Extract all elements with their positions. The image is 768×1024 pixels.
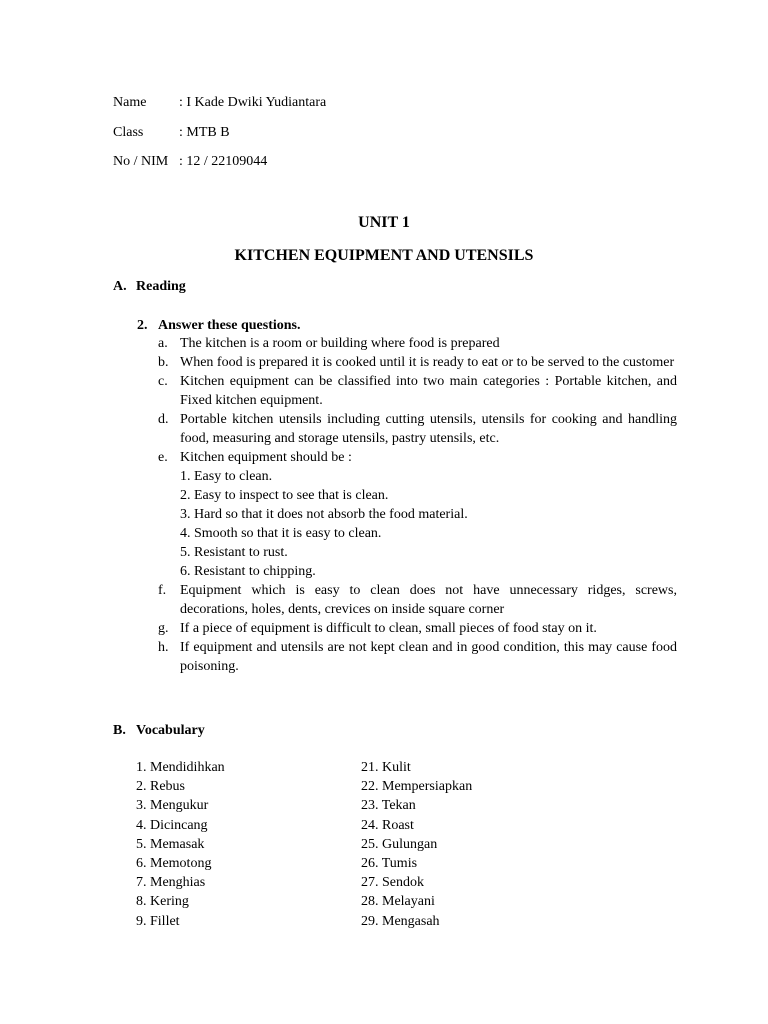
topic-title: KITCHEN EQUIPMENT AND UTENSILS — [234, 247, 534, 264]
class-value: : MTB B — [179, 124, 230, 140]
name-row — [113, 93, 326, 123]
name-value: : I Kade Dwiki Yudiantara — [179, 95, 327, 110]
vocab-item: 1. Mendidihkan — [136, 760, 225, 775]
answer-text: If equipment and utensils are not kept clean and in good condition, this may cause food poisoning. — [180, 640, 677, 674]
answer-item — [158, 448, 677, 467]
answer-letter: f. — [158, 583, 167, 598]
vocab-item: 3. Mengukur — [136, 798, 209, 814]
student-info — [113, 93, 326, 182]
answer-letter: a. — [158, 336, 168, 351]
vocab-item: 5. Memasak — [136, 836, 205, 852]
vocab-item: 21. Kulit — [361, 760, 411, 775]
answer-letter: g. — [158, 621, 169, 636]
section-a-letter: A. — [113, 279, 127, 294]
nim-value: : 12 / 22109044 — [179, 154, 268, 169]
vocab-left-column — [136, 758, 225, 931]
answer-item — [158, 619, 677, 638]
vocab-item: 26. Tumis — [361, 855, 418, 871]
question-heading — [137, 316, 300, 335]
answer-letter: h. — [158, 640, 169, 655]
section-a-title: Reading — [136, 279, 186, 294]
question-title: Answer these questions. — [158, 318, 301, 333]
answer-text: When food is prepared it is cooked until it is ready to eat or to be served to the customer — [180, 355, 675, 370]
section-a-heading — [113, 277, 186, 296]
answer-text: Equipment which is easy to clean does not have unnecessary ridges, screws, decorations, holes, dents, crevices on inside square corner — [180, 583, 677, 617]
answer-item — [158, 353, 677, 372]
vocab-item: 28. Melayani — [361, 894, 435, 910]
class-label: Class — [113, 124, 144, 140]
e-subitem: 6. Resistant to chipping. — [180, 564, 316, 579]
answer-letter: e. — [158, 450, 168, 465]
question-number: 2. — [137, 318, 148, 333]
vocab-item: 9. Fillet — [136, 913, 180, 929]
nim-row — [113, 152, 326, 182]
vocab-item: 29. Mengasah — [361, 913, 440, 929]
answer-item — [158, 581, 677, 619]
answer-letter: d. — [158, 412, 169, 427]
answer-item — [158, 372, 677, 410]
answer-letter: b. — [158, 355, 169, 370]
e-subitem: 5. Resistant to rust. — [180, 545, 288, 560]
answer-list — [158, 334, 677, 676]
name-label: Name — [113, 95, 147, 110]
vocab-item: 23. Tekan — [361, 798, 416, 814]
vocab-item: 25. Gulungan — [361, 836, 438, 852]
vocab-item: 8. Kering — [136, 894, 189, 910]
vocab-item: 2. Rebus — [136, 779, 185, 795]
answer-text: Portable kitchen utensils including cutting utensils, utensils for cooking and handling food, measuring and storage utensils, pastry utensils, etc. — [180, 412, 677, 446]
section-b-heading — [113, 721, 205, 740]
unit-title: UNIT 1 — [358, 214, 410, 231]
answer-text: Kitchen equipment should be : — [180, 450, 352, 465]
nim-label: No / NIM — [113, 154, 169, 169]
e-subitem: 4. Smooth so that it is easy to clean. — [180, 526, 382, 541]
answer-text: Kitchen equipment can be classified into two main categories : Portable kitchen, and Fixed kitchen equipment. — [180, 374, 677, 408]
vocab-item: 7. Menghias — [136, 875, 206, 891]
answer-item — [158, 638, 677, 676]
section-b-letter: B. — [113, 723, 126, 738]
section-b-title: Vocabulary — [136, 723, 205, 738]
vocab-item: 6. Memotong — [136, 855, 212, 871]
e-subitem: 1. Easy to clean. — [180, 469, 273, 484]
vocab-item: 24. Roast — [361, 817, 414, 833]
vocab-item: 22. Mempersiapkan — [361, 779, 473, 795]
e-subitem: 2. Easy to inspect to see that is clean. — [180, 488, 389, 503]
answer-item — [158, 410, 677, 448]
answer-text: If a piece of equipment is difficult to clean, small pieces of food stay on it. — [180, 621, 597, 636]
answer-letter: c. — [158, 374, 168, 389]
vocab-item: 27. Sendok — [361, 875, 424, 891]
class-row — [113, 123, 326, 153]
vocab-item: 4. Dicincang — [136, 817, 208, 833]
e-subitem: 3. Hard so that it does not absorb the food material. — [180, 507, 468, 522]
answer-text: The kitchen is a room or building where food is prepared — [180, 336, 500, 351]
answer-item — [158, 334, 677, 353]
vocab-right-column — [361, 758, 472, 931]
